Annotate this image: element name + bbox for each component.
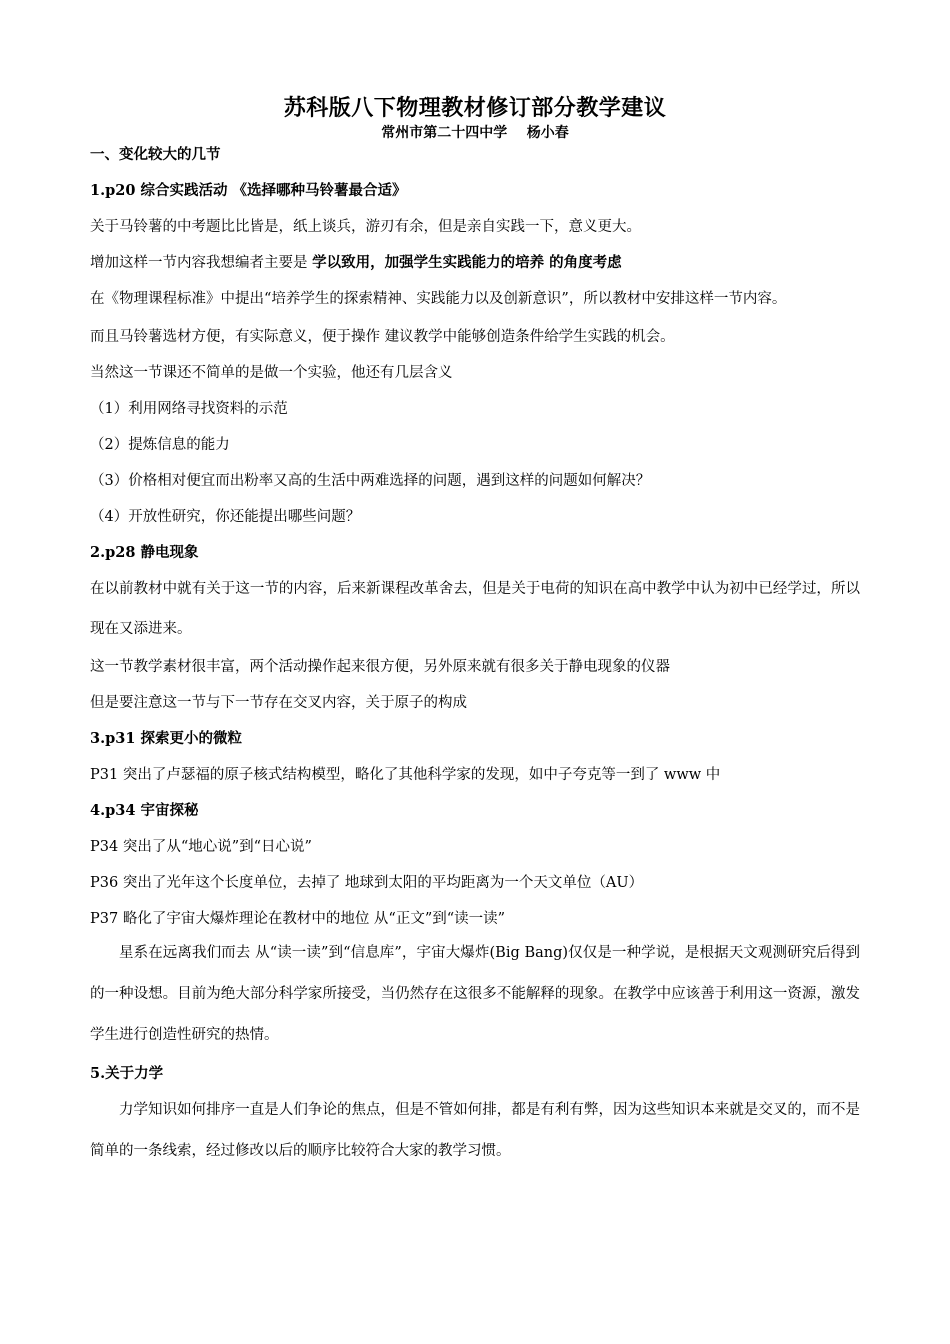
list-item: （2）提炼信息的能力 [90, 437, 230, 453]
item-heading-1: 1.p20 综合实践活动 《选择哪种马铃薯最合适》 [90, 182, 407, 199]
paragraph: 关于马铃薯的中考题比比皆是，纸上谈兵，游刃有余，但是亲自实践一下，意义更大。 [90, 219, 641, 235]
paragraph-lead: 增加这样一节内容我想编者主要是 [90, 255, 313, 271]
document-subtitle: 常州市第二十四中学 杨小春 [381, 125, 569, 141]
paragraph: P34 突出了从“地心说”到“日心说” [90, 839, 312, 855]
paragraph: P31 突出了卢瑟福的原子核式结构模型，略化了其他科学家的发现，如中子夸克等一到了 www 中 [90, 767, 721, 783]
paragraph: 在《物理课程标准》中提出“培养学生的探索精神、实践能力以及创新意识”，所以教材中安排这样一节内容。 [90, 291, 787, 307]
item-heading-4: 4.p34 宇宙探秘 [90, 802, 199, 819]
paragraph: 当然这一节课还不简单的是做一个实验，他还有几层含义 [90, 365, 453, 381]
item-heading-3: 3.p31 探索更小的微粒 [90, 730, 243, 747]
section-heading: 一、变化较大的几节 [90, 146, 221, 163]
paragraph: 而且马铃薯选材方便，有实际意义，便于操作 建议教学中能够创造条件给学生实践的机会。 [90, 329, 675, 345]
paragraph: 这一节教学素材很丰富，两个活动操作起来很方便，另外原来就有很多关于静电现象的仪器 [90, 659, 670, 675]
paragraph: 在以前教材中就有关于这一节的内容，后来新课程改革舍去，但是关于电荷的知识在高中教学中认为初中已经学过，所以现在又添进来。 [90, 581, 860, 637]
paragraph [90, 253, 860, 273]
list-item: （1）利用网络寻找资料的示范 [90, 401, 288, 417]
paragraph: P37 略化了宇宙大爆炸理论在教材中的地位 从“正文”到“读一读” [90, 911, 506, 927]
paragraph: 但是要注意这一节与下一节存在交叉内容，关于原子的构成 [90, 695, 467, 711]
document-title: 苏科版八下物理教材修订部分教学建议 [283, 95, 667, 121]
paragraph-emphasis: 学以致用，加强学生实践能力的培养 的角度考虑 [312, 254, 622, 271]
list-item: （4）开放性研究，你还能提出哪些问题？ [90, 509, 361, 525]
paragraph: 星系在远离我们而去 从“读一读”到“信息库”，宇宙大爆炸(Big Bang)仅仅是一种学说，是根据天文观测研究后得到的一种设想。目前为绝大部分科学家所接受，当仍然存在这很多不能解释的现象。在教学中应该善于利用这一资源，激发学生进行创造性研究的热情。 [90, 945, 860, 1043]
paragraph: P36 突出了光年这个长度单位，去掉了 地球到太阳的平均距离为一个天文单位（AU） [90, 875, 644, 891]
list-item: （3）价格相对便宜而出粉率又高的生活中两难选择的问题，遇到这样的问题如何解决？ [90, 473, 651, 489]
item-heading-5: 5.关于力学 [90, 1065, 164, 1082]
paragraph: 力学知识如何排序一直是人们争论的焦点，但是不管如何排，都是有利有弊，因为这些知识本来就是交叉的，而不是简单的一条线索，经过修改以后的顺序比较符合大家的教学习惯。 [90, 1102, 860, 1159]
item-heading-2: 2.p28 静电现象 [90, 544, 199, 561]
document-page [90, 93, 860, 1172]
